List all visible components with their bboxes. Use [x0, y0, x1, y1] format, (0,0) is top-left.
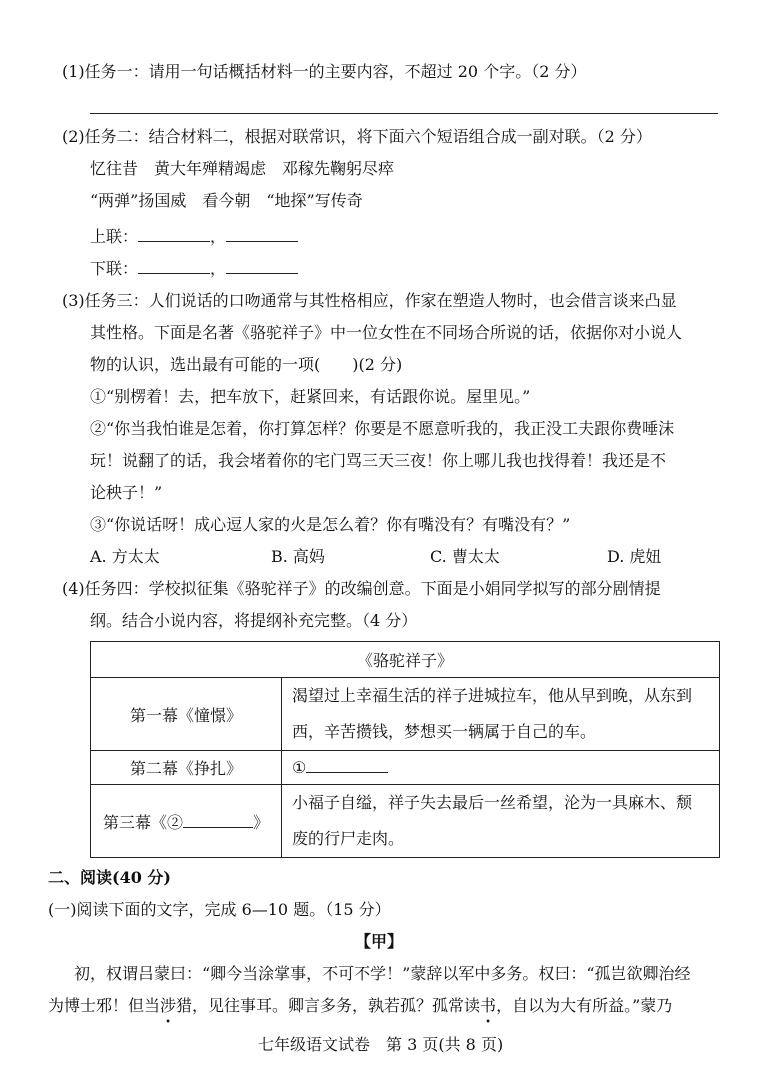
upper-couplet-row	[90, 227, 298, 246]
passage-line-2-c: 猎，见往事耳。卿言多务，孰若孤？孤常读	[176, 996, 481, 1015]
passage-line-2	[48, 996, 672, 1015]
passage-line-2-a: 为博士邪！但当	[48, 996, 161, 1015]
phrases-line-1: 忆往昔 黄大年殚精竭虑 邓稼先鞠躬尽瘁	[90, 159, 395, 178]
question-3-line-2: 其性格。下面是名著《骆驼祥子》中一位女性在不同场合所说的话，依据你对小说人	[90, 323, 683, 342]
upper-blank-2[interactable]	[226, 241, 298, 242]
option-d[interactable]: D. 虎妞	[607, 547, 662, 566]
act-3-label-suffix: 》	[253, 812, 270, 832]
lower-blank-1[interactable]	[138, 273, 210, 274]
comma: ，	[210, 227, 227, 246]
act-2-label: 第二幕《挣扎》	[91, 751, 282, 785]
act-3-line-1: 小福子自缢，祥子失去最后一丝希望，沦为一具麻木、颓	[292, 793, 693, 812]
answer-line[interactable]	[90, 113, 718, 114]
option-c[interactable]: C. 曹太太	[430, 547, 500, 566]
plot-outline-table	[90, 641, 720, 858]
act-2-blank[interactable]	[306, 772, 388, 773]
section-2-subheading: (一)阅读下面的文字，完成 6—10 题。（15 分）	[48, 900, 391, 919]
act-2-marker: ①	[292, 758, 307, 777]
act-2-content	[282, 751, 720, 785]
act-1-line-2: 西，辛苦攒钱，梦想买一辆属于自己的车。	[292, 722, 597, 741]
option-a[interactable]: A. 方太太	[90, 547, 160, 566]
act-3-blank[interactable]	[183, 827, 253, 828]
quote-2-line-3: 论秧子！”	[90, 483, 163, 502]
quote-1: ①“别楞着！去，把车放下，赶紧回来，有话跟你说。屋里见。”	[90, 387, 531, 406]
upper-blank-1[interactable]	[138, 241, 210, 242]
quote-2-line-1: ②“你当我怕谁是怎着，你打算怎样？你要是不愿意听我的，我正没工夫跟你费唾沫	[90, 419, 675, 438]
question-1-text: (1)任务一：请用一句话概括材料一的主要内容，不超过 20 个字。（2 分）	[62, 62, 587, 81]
option-b[interactable]: B. 高妈	[271, 547, 325, 566]
page-footer: 七年级语文试卷 第 3 页(共 8 页)	[258, 1035, 504, 1054]
emphasis-shu: 书	[480, 996, 497, 1015]
act-1-content	[282, 678, 720, 751]
passage-jia-label: 【甲】	[355, 932, 404, 951]
section-2-heading: 二、阅读(40 分)	[48, 868, 171, 887]
act-1-line-1: 渴望过上幸福生活的祥子进城拉车，他从早到晚，从东到	[292, 686, 693, 705]
lower-couplet-label: 下联：	[90, 259, 139, 278]
act-1-label: 第一幕《憧憬》	[91, 678, 282, 751]
act-3-label	[91, 785, 282, 858]
question-4-line-1: (4)任务四：学校拟征集《骆驼祥子》的改编创意。下面是小娟同学拟写的部分剧情提	[62, 579, 661, 598]
act-3-content	[282, 785, 720, 858]
comma: ，	[210, 259, 227, 278]
question-3-line-1: (3)任务三：人们说话的口吻通常与其性格相应，作家在塑造人物时，也会借言谈来凸显	[62, 291, 677, 310]
quote-2-line-2: 玩！说翻了的话，我会堵着你的宅门骂三天三夜！你上哪儿我也找得着！我还是不	[90, 451, 667, 470]
quote-3: ③“你说话呀！成心逗人家的火是怎么着？你有嘴没有？有嘴没有？”	[90, 515, 571, 534]
upper-couplet-label: 上联：	[90, 227, 139, 246]
question-4-line-2: 纲。结合小说内容，将提纲补充完整。（4 分）	[90, 611, 418, 630]
passage-line-1: 初，权谓吕蒙曰：“卿今当涂掌事，不可不学！”蒙辞以军中多务。权曰：“孤岂欲卿治经	[74, 964, 691, 983]
question-3-line-3: 物的认识，选出最有可能的一项( )(2 分)	[90, 355, 403, 374]
lower-couplet-row	[90, 259, 298, 278]
table-title: 《骆驼祥子》	[91, 642, 720, 678]
lower-blank-2[interactable]	[226, 273, 298, 274]
act-3-label-prefix: 第三幕《②	[102, 812, 183, 832]
passage-line-2-e: ，自以为大有所益。”蒙乃	[496, 996, 673, 1015]
act-3-line-2: 废的行尸走肉。	[292, 829, 405, 848]
emphasis-she: 涉	[160, 996, 177, 1015]
phrases-line-2: “两弹”扬国威 看今朝 “地探”写传奇	[90, 191, 363, 210]
question-2-text: (2)任务二：结合材料二，根据对联常识，将下面六个短语组合成一副对联。（2 分）	[62, 127, 652, 146]
